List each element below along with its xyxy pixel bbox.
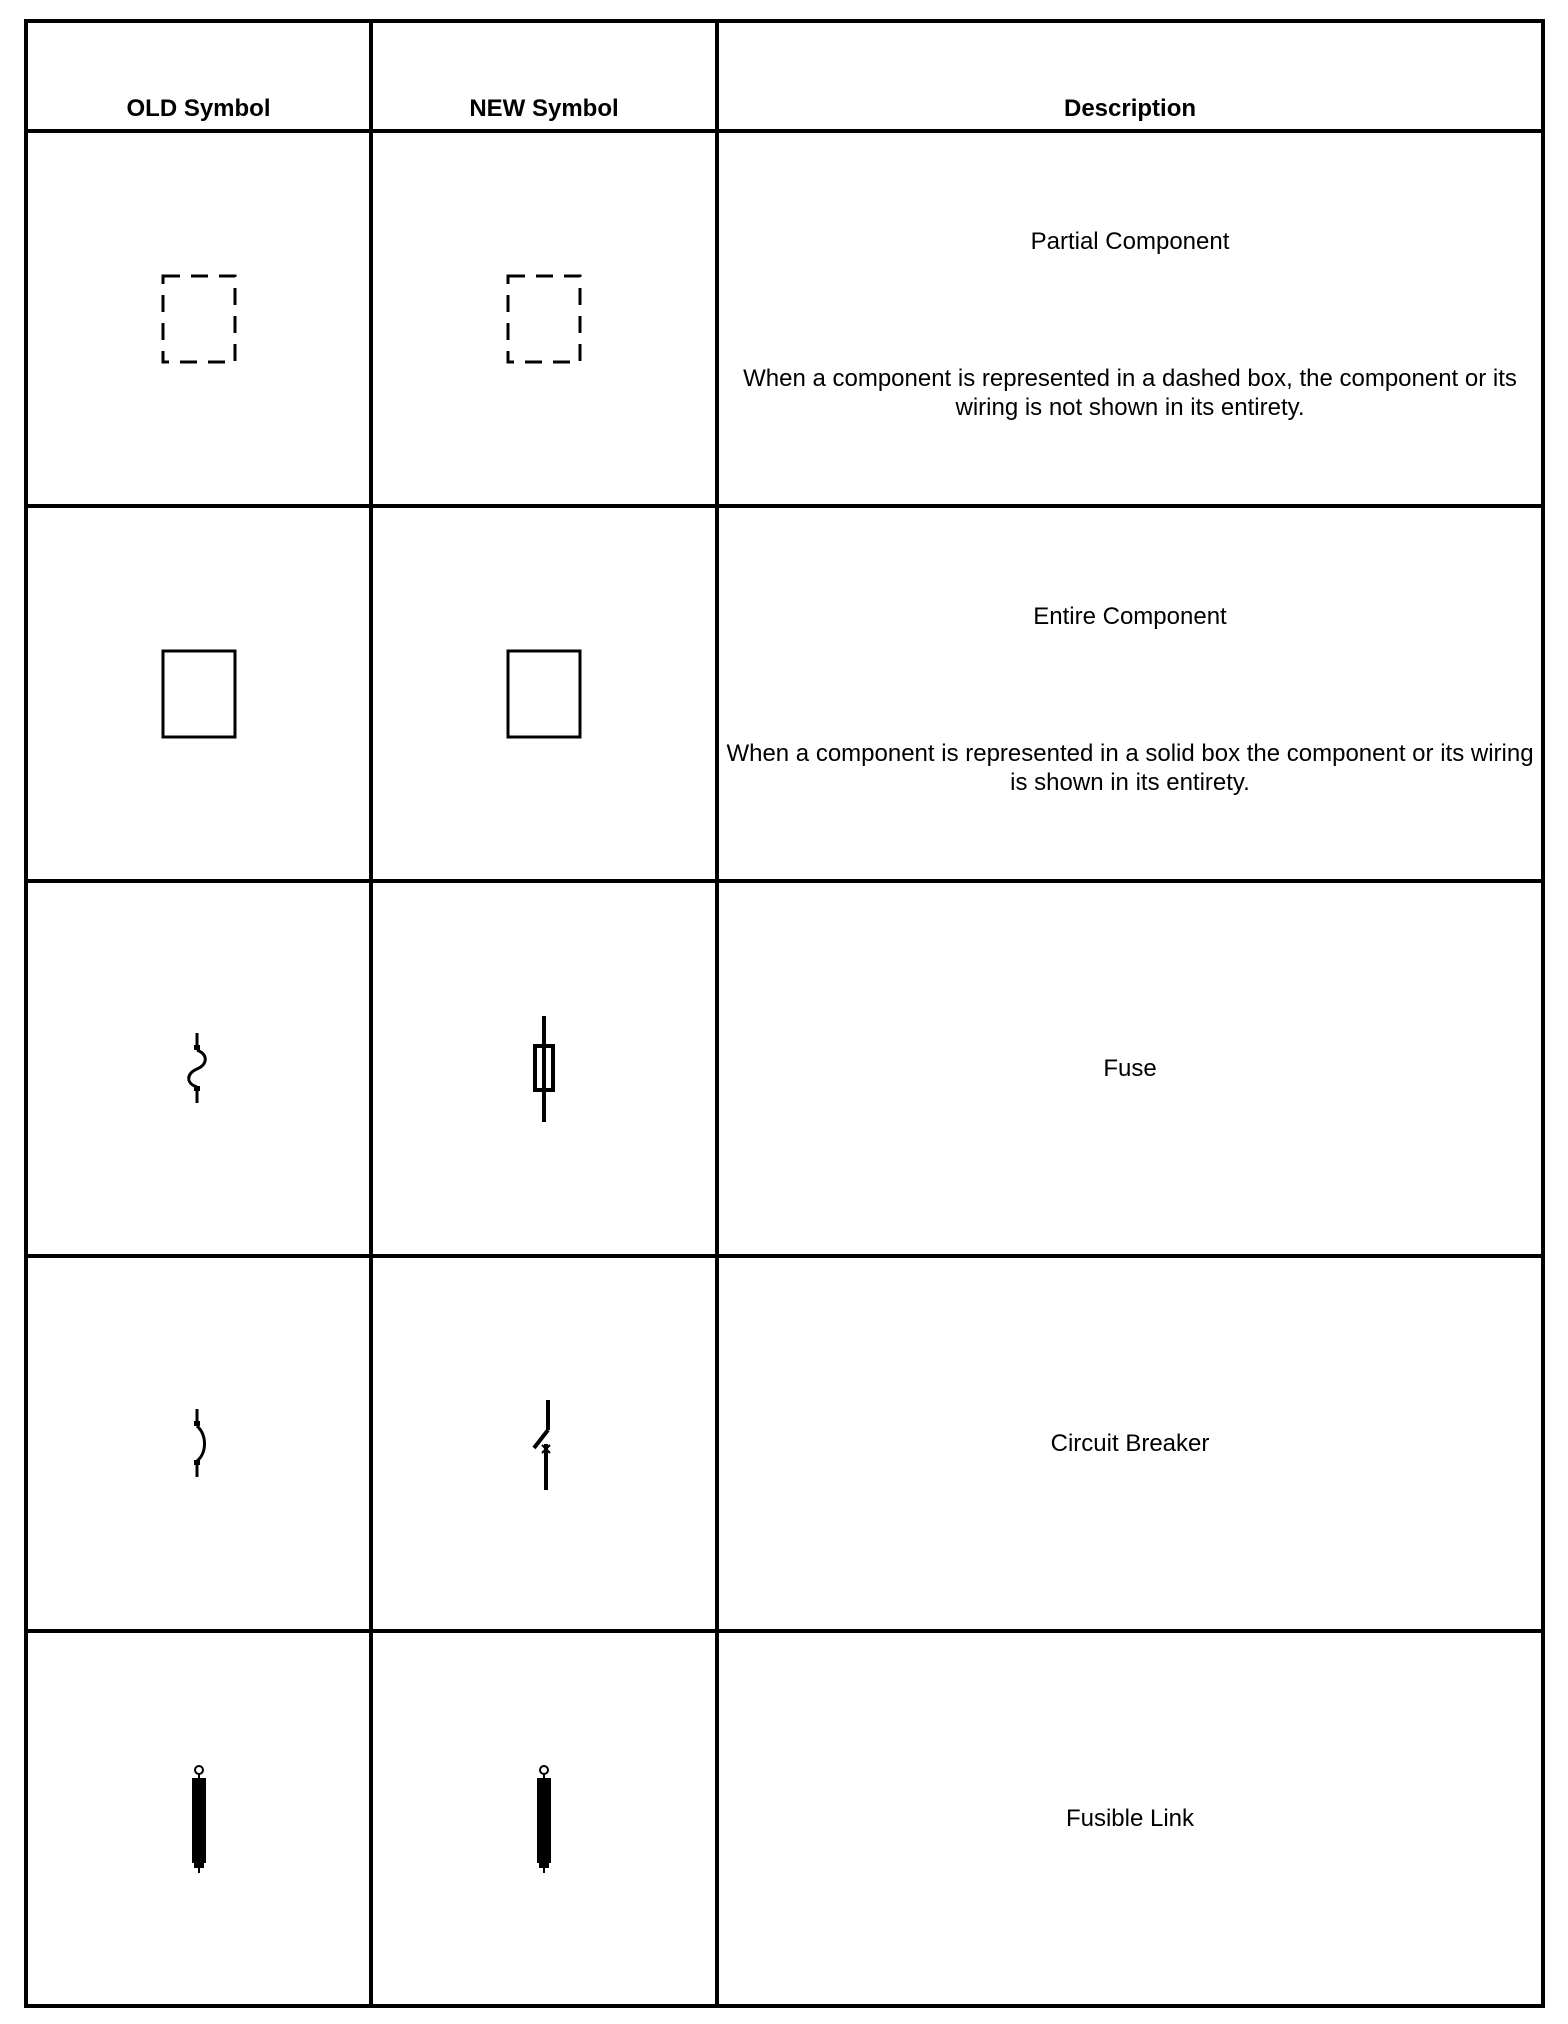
header-description: Description (717, 21, 1543, 131)
table-row (26, 506, 1543, 881)
description-note: When a component is represented in a solid box the component or its wiring is shown in its entirety. (726, 740, 1534, 796)
old-symbol-cell (26, 506, 371, 881)
description-cell (717, 1631, 1543, 2006)
description-cell (717, 506, 1543, 881)
fuse-new-icon (524, 1014, 564, 1124)
dashed-box-icon (161, 274, 237, 364)
table-row (26, 881, 1543, 1256)
table-row (26, 1256, 1543, 1631)
circuit-breaker-new-icon (524, 1396, 564, 1492)
solid-box-icon (161, 649, 237, 739)
description-title: Circuit Breaker (1050, 1430, 1210, 1457)
old-symbol-cell (26, 1631, 371, 2006)
new-symbol-cell (371, 131, 717, 506)
fuse-old-icon (179, 1029, 219, 1109)
new-symbol-cell (371, 1631, 717, 2006)
description-title: Partial Component (1030, 228, 1230, 255)
old-symbol-cell (26, 1256, 371, 1631)
fusible-link-new-icon (529, 1763, 559, 1875)
description-title: Fuse (1103, 1055, 1157, 1082)
header-new-symbol: NEW Symbol (371, 21, 717, 131)
table-row (26, 1631, 1543, 2006)
header-row (26, 21, 1543, 131)
table-row (26, 131, 1543, 506)
solid-box-icon (506, 649, 582, 739)
description-cell (717, 881, 1543, 1256)
description-title: Entire Component (1033, 603, 1227, 630)
new-symbol-cell (371, 1256, 717, 1631)
fusible-link-old-icon (184, 1763, 214, 1875)
description-cell (717, 131, 1543, 506)
new-symbol-cell (371, 506, 717, 881)
description-cell (717, 1256, 1543, 1631)
old-symbol-cell (26, 131, 371, 506)
description-title: Fusible Link (1065, 1805, 1195, 1832)
description-note: When a component is represented in a dashed box, the component or its wiring is not shown in its entirety. (743, 365, 1517, 421)
old-symbol-cell (26, 881, 371, 1256)
circuit-breaker-old-icon (179, 1407, 219, 1481)
symbol-table (24, 19, 1545, 2008)
dashed-box-icon (506, 274, 582, 364)
header-old-symbol: OLD Symbol (26, 21, 371, 131)
new-symbol-cell (371, 881, 717, 1256)
